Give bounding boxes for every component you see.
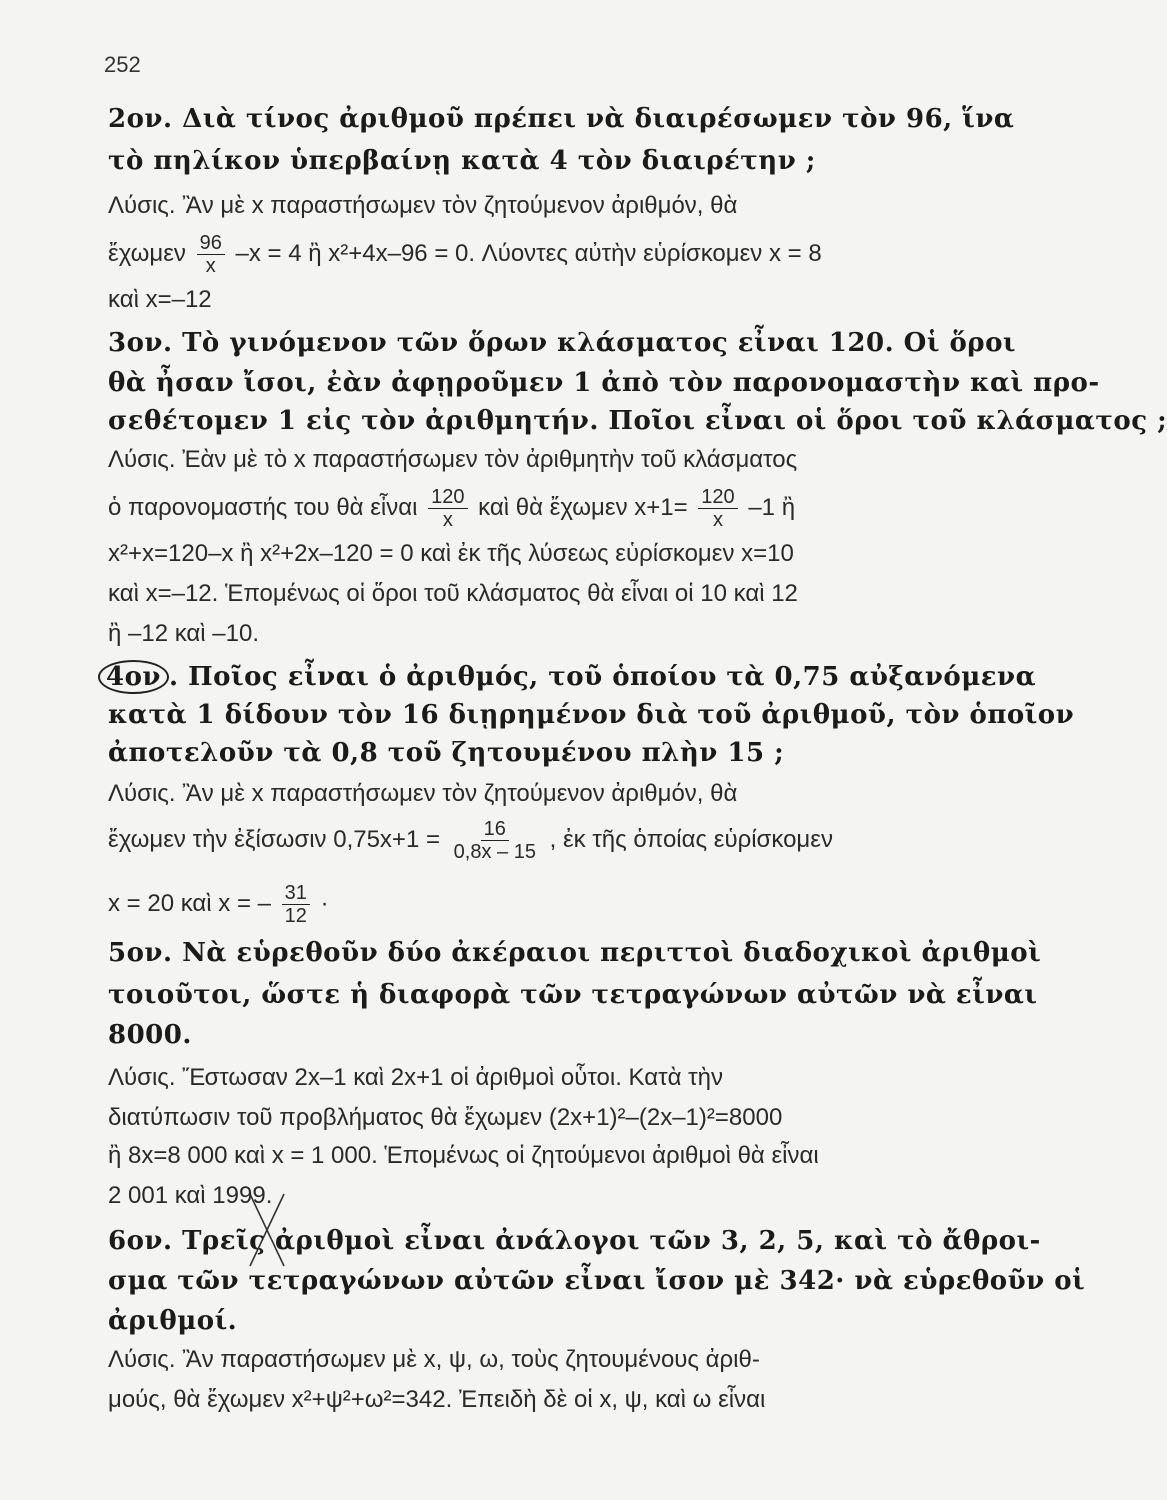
problem-2-solution-line-3: καὶ x=–12 (108, 286, 212, 313)
problem-3-statement-line-2: θὰ ἦσαν ἴσοι, ἐὰν ἀφῃροῦμεν 1 ἀπὸ τὸν παρονομαστὴν καὶ προ- (108, 368, 1100, 398)
problem-4-statement-line-2: κατὰ 1 δίδουν τὸν 16 διῃρημένον διὰ τοῦ ἀριθμοῦ, τὸν ὁποῖον (108, 700, 1075, 730)
text: · (320, 889, 329, 917)
text: καὶ θὰ ἔχωμεν x+1= (478, 493, 688, 521)
page-number: 252 (104, 52, 141, 77)
problem-6-statement-line-3: ἀριθμοί. (108, 1306, 238, 1336)
problem-3-statement-line-1: 3ον. Τὸ γινόμενον τῶν ὅρων κλάσματος εἶναι 120. Οἱ ὅροι (108, 328, 1017, 358)
problem-3-solution-line-4: καὶ x=–12. Ἑπομένως οἱ ὅροι τοῦ κλάσματος θὰ εἶναι οἱ 10 καὶ 12 (108, 580, 798, 607)
handwritten-cross-mark (244, 1190, 288, 1270)
text: ἔχωμεν τὴν ἐξίσωσιν 0,75x+1 = (108, 825, 440, 853)
problem-6-statement-line-1: 6ον. Τρεῖς ἀριθμοὶ εἶναι ἀνάλογοι τῶν 3, 2, 5, καὶ τὸ ἄθροι- (108, 1226, 1041, 1256)
circled-problem-number: 4ον (98, 660, 169, 694)
problem-2-solution-line-2 (108, 232, 970, 277)
numerator: 16 (481, 818, 509, 841)
text: x = 20 καὶ x = – (108, 889, 271, 917)
text: ὁ παρονομαστής του θὰ εἶναι (108, 493, 418, 521)
problem-5-statement-line-1: 5ον. Νὰ εὑρεθοῦν δύο ἀκέραιοι περιττοὶ διαδοχικοὶ ἀριθμοὶ (108, 938, 1042, 968)
fraction (428, 486, 467, 531)
numerator: 96 (197, 232, 225, 255)
fraction (197, 232, 225, 277)
problem-3-solution-line-5: ἢ –12 καὶ –10. (108, 620, 260, 647)
problem-5-statement-line-3: 8000. (108, 1020, 192, 1050)
denominator: x (442, 509, 453, 531)
problem-5-statement-line-2: τοιοῦτοι, ὥστε ἡ διαφορὰ τῶν τετραγώνων αὐτῶν νὰ εἶναι (108, 980, 1038, 1010)
problem-4-solution-line-3 (108, 882, 970, 927)
problem-5-solution-line-1: Λύσις. Ἔστωσαν 2x–1 καὶ 2x+1 οἱ ἀριθμοὶ οὗτοι. Κατὰ τὴν (108, 1064, 723, 1091)
problem-2-statement-line-2: τὸ πηλίκον ὑπερβαίνῃ κατὰ 4 τὸν διαιρέτην ; (108, 146, 816, 176)
numerator: 120 (428, 486, 467, 509)
problem-4-statement-line-3: ἀποτελοῦν τὰ 0,8 τοῦ ζητουμένου πλὴν 15 ; (108, 738, 785, 768)
problem-5-solution-line-4: 2 001 καὶ 1999. (108, 1182, 273, 1209)
fraction (451, 818, 539, 863)
problem-3-solution-line-1: Λύσις. Ἐὰν μὲ τὸ x παραστήσωμεν τὸν ἀριθμητὴν τοῦ κλάσματος (108, 446, 798, 473)
text: –1 ἢ (748, 493, 796, 521)
problem-6-statement-line-2: σμα τῶν τετραγώνων αὐτῶν εἶναι ἴσον μὲ 342· νὰ εὑρεθοῦν οἱ (108, 1266, 1086, 1296)
denominator: x (205, 255, 216, 277)
problem-4-statement-line-1 (106, 660, 1037, 694)
problem-3-statement-line-3: σεθέτομεν 1 εἰς τὸν ἀριθμητήν. Ποῖοι εἶναι οἱ ὅροι τοῦ κλάσματος ; (108, 406, 1167, 436)
numerator: 120 (698, 486, 737, 509)
problem-5-solution-line-2: διατύπωσιν τοῦ προβλήματος θὰ ἔχωμεν (2x+1)²–(2x–1)²=8000 (108, 1104, 783, 1131)
problem-6-solution-line-2: μούς, θὰ ἔχωμεν x²+ψ²+ω²=342. Ἐπειδὴ δὲ οἱ x, ψ, καὶ ω εἶναι (108, 1386, 766, 1413)
text: ἔχωμεν (108, 239, 186, 267)
problem-4-solution-line-2 (108, 818, 970, 863)
problem-6-solution-line-1: Λύσις. Ἂν παραστήσωμεν μὲ x, ψ, ω, τοὺς ζητουμένους ἀριθ- (108, 1346, 760, 1373)
problem-3-solution-line-2 (108, 486, 970, 531)
denominator: 12 (284, 905, 307, 927)
denominator: x (712, 509, 723, 531)
fraction (698, 486, 737, 531)
fraction (282, 882, 310, 927)
text: . Ποῖος εἶναι ὁ ἀριθμός, τοῦ ὁποίου τὰ 0,75 αὐξανόμενα (168, 662, 1037, 692)
text: –x = 4 ἢ x²+4x–96 = 0. Λύοντες αὐτὴν εὑρίσκομεν x = 8 (235, 239, 822, 267)
problem-4-solution-line-1: Λύσις. Ἂν μὲ x παραστήσωμεν τὸν ζητούμενον ἀριθμόν, θὰ (108, 780, 738, 807)
problem-2-statement-line-1: 2ον. Διὰ τίνος ἀριθμοῦ πρέπει νὰ διαιρέσωμεν τὸν 96, ἵνα (108, 104, 1015, 134)
text: , ἐκ τῆς ὁποίας εὑρίσκομεν (549, 825, 833, 853)
denominator: 0,8x – 15 (453, 841, 536, 863)
problem-2-solution-line-1: Λύσις. Ἂν μὲ x παραστήσωμεν τὸν ζητούμενον ἀριθμόν, θὰ (108, 192, 738, 219)
problem-3-solution-line-3: x²+x=120–x ἢ x²+2x–120 = 0 καὶ ἐκ τῆς λύσεως εὑρίσκομεν x=10 (108, 540, 794, 567)
numerator: 31 (282, 882, 310, 905)
problem-5-solution-line-3: ἢ 8x=8 000 καὶ x = 1 000. Ἑπομένως οἱ ζητούμενοι ἀριθμοὶ θὰ εἶναι (108, 1142, 819, 1169)
